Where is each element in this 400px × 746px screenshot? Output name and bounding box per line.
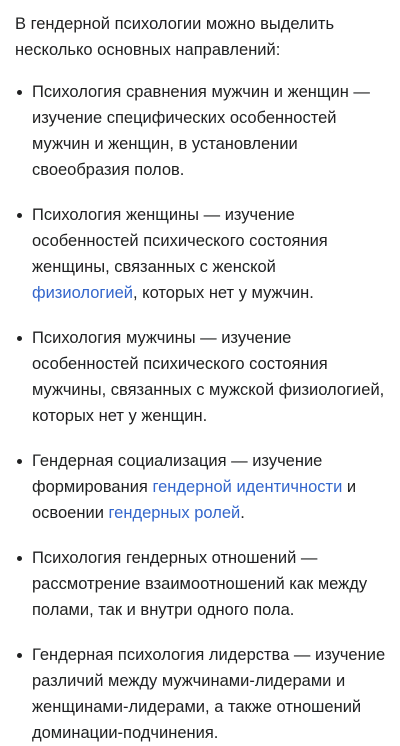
intro-paragraph: В гендерной психологии можно выделить несколько основных направлений: bbox=[15, 15, 335, 59]
list-item bbox=[15, 642, 386, 746]
bullet-icon bbox=[17, 653, 22, 658]
bullet-icon bbox=[17, 556, 22, 561]
bullet-icon bbox=[17, 459, 22, 464]
bullet-icon bbox=[17, 213, 22, 218]
list-item-text: Психология гендерных отношений — рассмотрение взаимоотношений как между полами, так и внутри одного пола. bbox=[32, 549, 368, 619]
list-item bbox=[15, 545, 386, 623]
directions-list bbox=[15, 79, 386, 746]
bullet-icon bbox=[17, 336, 22, 341]
list-item-text: Гендерная психология лидерства — изучение различий между мужчинами-лидерами и женщинами-лидерами, а также отношений доминации-подчинения. bbox=[32, 646, 386, 742]
list-item-text: Психология сравнения мужчин и женщин — изучение специфических особенностей мужчин и женщин, в установлении своеобразия полов. bbox=[32, 83, 370, 179]
list-item bbox=[15, 202, 386, 306]
link-gender-roles[interactable]: гендерных ролей bbox=[108, 504, 241, 522]
link-gender-identity[interactable]: гендерной идентичности bbox=[152, 478, 343, 496]
list-item-text: Гендерная социализация — изучение формирования bbox=[32, 452, 323, 496]
bullet-icon bbox=[17, 90, 22, 95]
list-item-text-tail: . bbox=[240, 504, 245, 522]
list-item-text-middle: и освоении bbox=[32, 478, 357, 522]
list-item bbox=[15, 448, 386, 526]
list-item-text-tail: , которых нет у мужчин. bbox=[133, 284, 314, 302]
list-item bbox=[15, 79, 386, 183]
list-item bbox=[15, 325, 386, 429]
list-item-text: Психология мужчины — изучение особенностей психического состояния мужчины, связанных с мужской физиологией, которых нет у женщин. bbox=[32, 329, 385, 425]
list-item-text: Психология женщины — изучение особенностей психического состояния женщины, связанных с женской bbox=[32, 206, 328, 276]
link-physiology[interactable]: физиологией bbox=[32, 284, 134, 302]
